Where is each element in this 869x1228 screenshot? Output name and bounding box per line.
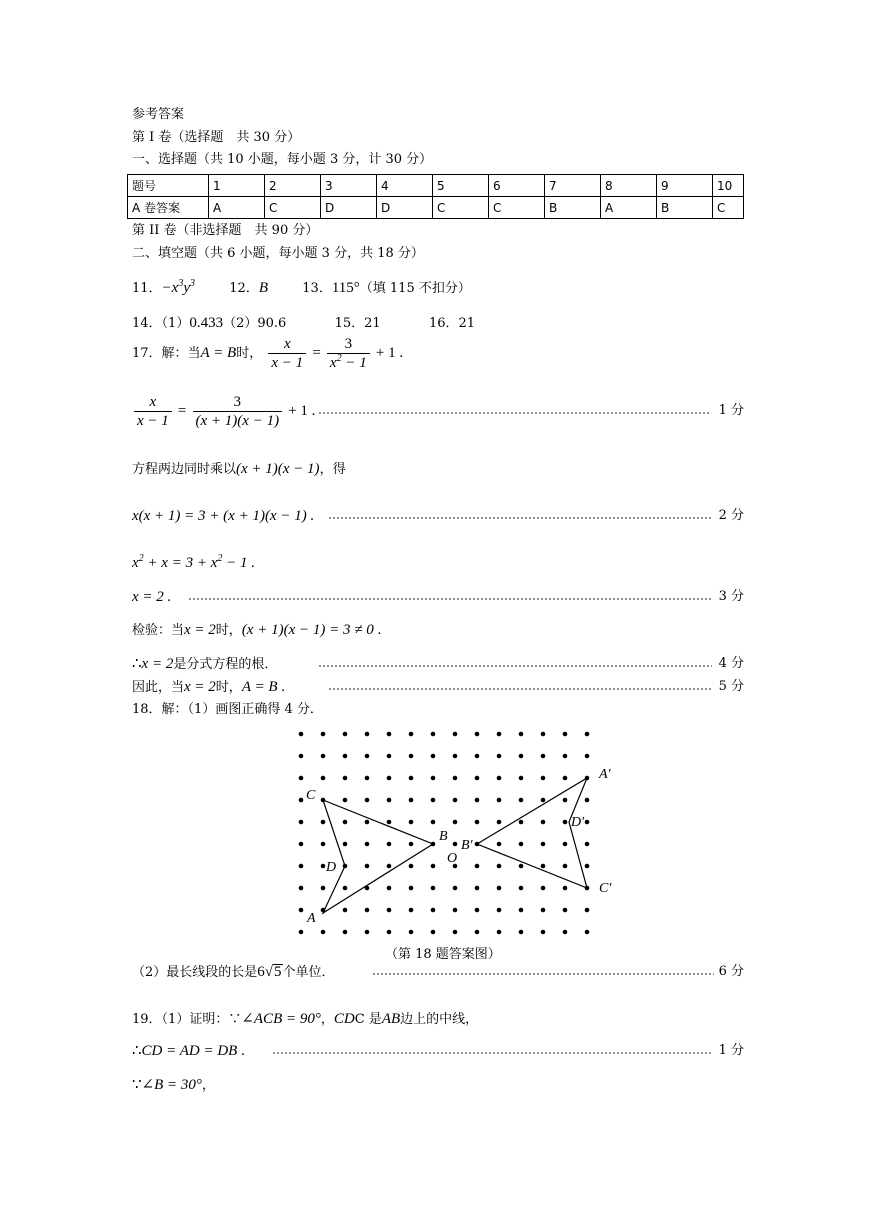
table-cell: C (265, 197, 321, 219)
q17-conclusion-label: 因此，当 (132, 680, 185, 695)
grid-dot (387, 886, 392, 891)
grid-dot (497, 930, 502, 935)
grid-dot (387, 798, 392, 803)
point-label-b-prime: B′ (461, 838, 473, 853)
q17-de: ，得 (319, 462, 346, 477)
q18-intro: 18．解：（1）画图正确得 4 分． (132, 702, 323, 717)
score-label: 4 分 (718, 656, 744, 671)
grid-dot (343, 798, 348, 803)
q11-number: 11． (132, 281, 162, 296)
grid-dot (475, 864, 480, 869)
table-cell: 4 (377, 175, 433, 197)
grid-dot (365, 842, 370, 847)
grid-dot (519, 908, 524, 913)
table-header-cell: A 卷答案 (128, 197, 209, 219)
q14-answer-1: 0.433 (189, 315, 224, 331)
grid-dot (497, 776, 502, 781)
q14-number: 14．（1） (132, 316, 190, 331)
grid-dot (299, 776, 304, 781)
q17-step1: $\frac{x}{x - 1}$ = $\frac{3}{(x + 1)(x - 1)}$ + 1 . (132, 392, 315, 431)
table-cell: 6 (489, 175, 545, 197)
grid-dot (431, 886, 436, 891)
grid-dot (585, 842, 590, 847)
grid-dot (365, 798, 370, 803)
grid-dot (541, 842, 546, 847)
score-line (318, 655, 744, 673)
grid-dot (409, 732, 414, 737)
score-label: 1 分 (718, 403, 744, 418)
grid-dot (453, 886, 458, 891)
point-label-a-prime: A′ (599, 767, 611, 782)
table-cell: A (601, 197, 657, 219)
score-label: 2 分 (718, 508, 744, 523)
grid-dot (409, 908, 414, 913)
figure-caption: （第 18 题答案图） (385, 947, 501, 962)
q17-check-label: 检验：当 (132, 623, 185, 638)
q18-answer-radicand: 5 (274, 964, 282, 980)
grid-dot (497, 820, 502, 825)
grid-dot (585, 732, 590, 737)
table-cell: C (489, 197, 545, 219)
grid-dot (585, 930, 590, 935)
grid-dot (387, 930, 392, 935)
table-cell: 2 (265, 175, 321, 197)
grid-dot (409, 930, 414, 935)
point-label-o: O (447, 851, 458, 866)
answer-table (127, 174, 744, 219)
table-cell: C (433, 197, 489, 219)
grid-dot (519, 930, 524, 935)
grid-dot (431, 820, 436, 825)
grid-dot (497, 798, 502, 803)
grid-dot (519, 886, 524, 891)
q17-conclusion-ab: A = B (241, 679, 278, 695)
fraction: $\frac{x}{x - 1}$ (268, 335, 306, 372)
table-cell: 7 (545, 175, 601, 197)
grid-dot (299, 886, 304, 891)
q14-answer-2: （2）90.6 (223, 316, 287, 331)
score-line (372, 963, 744, 981)
score-line (328, 678, 744, 696)
grid-dot (365, 732, 370, 737)
q17-step2: x(x + 1) = 3 + (x + 1)(x − 1) . (132, 508, 315, 524)
q11-13-line (132, 279, 471, 298)
grid-dot (343, 820, 348, 825)
q13-number: 13． (302, 281, 332, 296)
fraction: $\frac{x}{x - 1}$ (134, 393, 172, 430)
q19-line2: ∴CD = AD = DB . (132, 1043, 245, 1059)
grid-dot (453, 776, 458, 781)
grid-dot (409, 820, 414, 825)
grid-dot (299, 754, 304, 759)
q17-step4: x = 2 . (132, 589, 172, 605)
q15-answer: 15．21 (334, 316, 381, 331)
grid-dot (453, 754, 458, 759)
triangle-image (477, 778, 587, 888)
grid-dot (365, 864, 370, 869)
grid-dot (519, 798, 524, 803)
score-line (272, 1042, 744, 1060)
grid-dot (299, 930, 304, 935)
grid-dot (541, 930, 546, 935)
q12-number: 12． (229, 281, 259, 296)
grid-dot (563, 864, 568, 869)
section2-heading: 二、填空题（共 6 小题，每小题 3 分，共 18 分） (132, 246, 424, 261)
grid-dot (497, 886, 502, 891)
grid-dot (541, 908, 546, 913)
doc-title: 参考答案 (132, 107, 185, 122)
q17-root-value: x = 2 (141, 656, 174, 672)
grid-dot (563, 886, 568, 891)
score-line (318, 402, 744, 420)
grid-dot (321, 776, 326, 781)
grid-dot (409, 842, 414, 847)
point-label-b: B (439, 829, 448, 844)
grid-dot (541, 754, 546, 759)
grid-dot (409, 776, 414, 781)
table-cell: 3 (321, 175, 377, 197)
q17-step3: $x^2 + x = 3 + x^2 - 1$ . (132, 553, 255, 571)
q12-answer: B (258, 280, 268, 296)
q11-answer: $-x^3y^3$ (161, 278, 195, 296)
q18-part2: （2）最长线段的长是6√5个单位． (132, 964, 335, 980)
grid-dot (519, 820, 524, 825)
table-cell: 8 (601, 175, 657, 197)
q17-label: 17．解：当 (132, 346, 201, 361)
grid-dot (409, 754, 414, 759)
q18-part2-suffix: 个单位． (282, 965, 335, 980)
q17-conclusion-shi: 时， (215, 680, 242, 695)
grid-dot (519, 732, 524, 737)
q17-root-text: 是分式方程的根． (173, 657, 278, 672)
grid-dot (453, 930, 458, 935)
grid-dot (563, 842, 568, 847)
q19-angle-b: ∠B = 30° (141, 1077, 202, 1093)
grid-dot (563, 798, 568, 803)
q17-check-shi: 时， (215, 623, 242, 638)
grid-dot (497, 908, 502, 913)
q17-check-condition: x = 2 (184, 622, 216, 638)
grid-dot (299, 842, 304, 847)
q17-multiply-text: 方程两边同时乘以(x + 1)(x − 1)，得 (132, 461, 346, 477)
grid-dot (519, 842, 524, 847)
therefore-symbol: ∴ (132, 1043, 142, 1059)
grid-dot (387, 754, 392, 759)
table-cell: D (321, 197, 377, 219)
q19-c-text: C 是 (354, 1012, 382, 1027)
table-header-cell: 题号 (128, 175, 209, 197)
grid-dot (387, 776, 392, 781)
q19-sep: ， (320, 1012, 334, 1027)
q18-answer-coefficient: 6 (257, 964, 265, 980)
q19-angle: ∠ACB = 90° (241, 1011, 321, 1027)
q17-conclusion: 因此，当x = 2时，A = B . (132, 679, 285, 695)
table-cell: A (209, 197, 265, 219)
grid-dot (541, 820, 546, 825)
table-cell: 1 (209, 175, 265, 197)
point-label-c: C (306, 788, 316, 803)
grid-dot (453, 732, 458, 737)
grid-dot (299, 864, 304, 869)
grid-dot (585, 864, 590, 869)
part2-heading: 第 II 卷（非选择题 共 90 分） (132, 223, 319, 238)
table-cell: 10 (713, 175, 744, 197)
grid-dot (563, 908, 568, 913)
grid-dot (321, 864, 326, 869)
grid-dot (343, 842, 348, 847)
q17-intro: 17．解：当A = B时， $\frac{x}{x - 1}$ = $\frac{3}{x^2 - 1}$ + 1 . (132, 336, 404, 371)
grid-dot (453, 908, 458, 913)
grid-dot (519, 754, 524, 759)
grid-dot (475, 754, 480, 759)
q17-root (132, 655, 277, 674)
grid-dot (563, 820, 568, 825)
grid-dot (365, 908, 370, 913)
grid-dot (475, 798, 480, 803)
score-label: 6 分 (718, 964, 744, 979)
grid-dot (365, 776, 370, 781)
grid-dot (365, 820, 370, 825)
grid-dot (365, 754, 370, 759)
grid-dot (541, 798, 546, 803)
grid-dot (343, 908, 348, 913)
q19-cd: CD (333, 1011, 355, 1027)
table-cell: 9 (657, 175, 713, 197)
fraction: $\frac{3}{x^2 - 1}$ (327, 335, 370, 372)
grid-dot (431, 864, 436, 869)
grid-dot (321, 886, 326, 891)
grid-dot (453, 842, 458, 847)
point-label-d-prime: D′ (571, 815, 585, 830)
grid-dot (299, 820, 304, 825)
grid-dot (497, 864, 502, 869)
grid-dot (321, 842, 326, 847)
triangle-abcd (323, 800, 433, 913)
grid-dot (343, 754, 348, 759)
score-label: 1 分 (718, 1043, 744, 1058)
q18-part2-label: （2）最长线段的长是 (132, 965, 258, 980)
q17-check-expression: (x + 1)(x − 1) = 3 ≠ 0 (241, 622, 374, 638)
q17-condition: A = B (200, 345, 237, 361)
grid-dot (409, 864, 414, 869)
grid-dot (431, 776, 436, 781)
grid-dot (321, 930, 326, 935)
grid-dot (431, 732, 436, 737)
grid-dot (497, 842, 502, 847)
grid-dot (431, 754, 436, 759)
grid-dot (475, 886, 480, 891)
grid-dot (563, 732, 568, 737)
grid-dot (563, 776, 568, 781)
score-label: 3 分 (718, 589, 744, 604)
table-cell: B (657, 197, 713, 219)
q17-check: 检验：当x = 2时，(x + 1)(x − 1) = 3 ≠ 0 . (132, 622, 382, 638)
grid-dot (585, 820, 590, 825)
q17-shi: 时， (236, 346, 263, 361)
grid-dot (343, 930, 348, 935)
q19-equality: CD = AD = DB (141, 1043, 238, 1059)
therefore-symbol: ∴ (132, 656, 142, 672)
grid-dot (475, 776, 480, 781)
grid-dot (541, 776, 546, 781)
point-label-d: D (326, 860, 337, 875)
table-cell: D (377, 197, 433, 219)
grid-dot (585, 908, 590, 913)
q13-note: （填 115 不扣分） (359, 281, 471, 296)
grid-dot (585, 798, 590, 803)
grid-dot (299, 798, 304, 803)
score-label: 5 分 (718, 679, 744, 694)
grid-dot (541, 886, 546, 891)
grid-dot (563, 754, 568, 759)
grid-dot (497, 732, 502, 737)
grid-dot (387, 820, 392, 825)
q19-ab: AB (381, 1011, 401, 1027)
grid-dot (497, 754, 502, 759)
q14-16-line (132, 314, 475, 333)
grid-dot (431, 908, 436, 913)
grid-dot (541, 864, 546, 869)
table-cell: B (545, 197, 601, 219)
score-line (328, 507, 744, 525)
q17-conclusion-x: x = 2 (184, 679, 216, 695)
grid-dot (453, 820, 458, 825)
grid-dot (387, 864, 392, 869)
section1-heading: 一、选择题（共 10 小题，每小题 3 分，计 30 分） (132, 152, 433, 167)
grid-dot (475, 908, 480, 913)
degree-symbol: ° (353, 280, 360, 296)
score-line (188, 588, 744, 606)
grid-dot (321, 732, 326, 737)
grid-dot (563, 930, 568, 935)
grid-dot (409, 798, 414, 803)
q17-multiply-label: 方程两边同时乘以 (132, 462, 237, 477)
point-label-a: A (307, 911, 316, 926)
grid-dot (299, 908, 304, 913)
q16-answer: 16．21 (428, 316, 476, 331)
q19-tail: 边上的中线， (400, 1012, 479, 1027)
grid-dot (431, 930, 436, 935)
grid-dot (585, 754, 590, 759)
grid-dot (321, 754, 326, 759)
because-symbol: ∵ (132, 1077, 142, 1093)
q13-answer: 115 (331, 280, 354, 296)
q19-line3 (132, 1076, 215, 1095)
grid-dot (519, 776, 524, 781)
grid-dot (409, 886, 414, 891)
grid-dot (343, 886, 348, 891)
q19-intro (132, 1010, 478, 1029)
q19-label: 19．（1）证明：∵ (132, 1012, 242, 1027)
table-row (128, 175, 744, 197)
q19-line3-tail: ， (201, 1078, 215, 1093)
grid-dot (475, 732, 480, 737)
grid-dot (365, 930, 370, 935)
part1-heading: 第 I 卷（选择题 共 30 分） (132, 130, 301, 145)
point-label-c-prime: C′ (599, 881, 612, 896)
grid-dot (431, 798, 436, 803)
grid-dot (541, 732, 546, 737)
grid-dot (343, 776, 348, 781)
grid-dot (475, 820, 480, 825)
fraction: $\frac{3}{(x + 1)(x - 1)}$ (193, 393, 283, 430)
grid-dot (453, 798, 458, 803)
grid-dot (387, 908, 392, 913)
grid-dot (321, 820, 326, 825)
grid-dot (475, 930, 480, 935)
table-cell: 5 (433, 175, 489, 197)
dot-grid-figure (290, 722, 620, 942)
table-cell: C (713, 197, 744, 219)
grid-dot (387, 732, 392, 737)
grid-dot (299, 732, 304, 737)
grid-dot (343, 732, 348, 737)
grid-dot (519, 864, 524, 869)
table-row (128, 197, 744, 219)
grid-dot (387, 842, 392, 847)
